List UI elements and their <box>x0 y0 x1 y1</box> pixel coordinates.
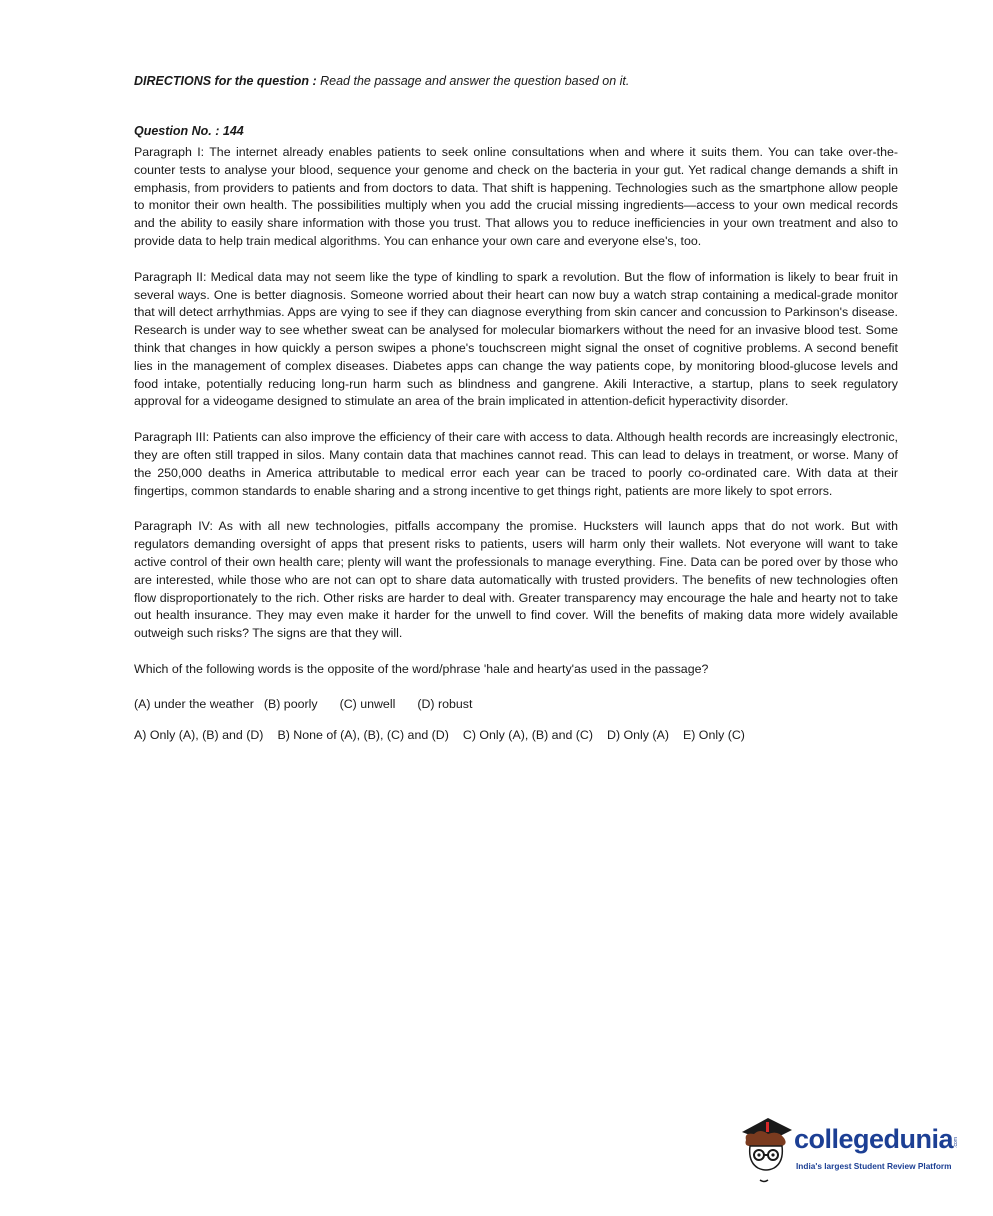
brand-name: collegedunia <box>794 1124 954 1154</box>
mascot-icon <box>738 1110 796 1185</box>
choice-c: (C) unwell <box>339 696 396 711</box>
choice-b: (B) poorly <box>263 696 318 711</box>
question-number: Question No. : 144 <box>134 124 244 138</box>
paragraph-2: Paragraph II: Medical data may not seem like the type of kindling to spark a revolution. But the flow of information is likely to bear fruit in several ways. One is better diagnosis. Someone worried about their heart can now buy a watch strap containing a medical-grade monitor that will detect arrhythmias. Apps are vying to see if they can diagnose everything from skin cancer and concussion to Parkinson's disease. Research is under way to see whether sweat can be analysed for molecular biomarkers without the need for an invasive blood test. Some think that changes in how quickly a person swipes a phone's touchscreen might signal the onset of cognitive problems. A second benefit lies in the management of complex diseases. Diabetes apps can change the way patients cope, by monitoring blood-glucose levels and food intake, potentially reducing long-run harm such as blindness and gangrene. Akili Interactive, a startup, plans to seek regulatory approval for a videogame designed to stimulate an area of the brain implicated in attention-deficit hyperactivity disorder. <box>134 269 898 409</box>
option-d[interactable]: D) Only (A) <box>607 727 669 742</box>
option-b[interactable]: B) None of (A), (B), (C) and (D) <box>277 727 449 742</box>
question-text: Which of the following words is the opposite of the word/phrase 'hale and hearty'as used in the passage? <box>134 661 709 676</box>
directions-text: Read the passage and answer the question based on it. <box>316 74 630 88</box>
option-a[interactable]: A) Only (A), (B) and (D) <box>134 727 264 742</box>
paragraph-3: Paragraph III: Patients can also improve the efficiency of their care with access to data. Although health records are increasingly electronic, they are often still trapped in silos. Many contain data that machines cannot read. This can lead to delays in treatment, or worse. Many of the 250,000 deaths in America attributable to medical error each year can be traced to poorly co-ordinated care. With data at their fingertips, common standards to enable sharing and a strong incentive to get things right, patients are more likely to spot errors. <box>134 430 898 498</box>
answer-options <box>134 727 898 745</box>
word-choices <box>134 696 898 714</box>
paragraph-1: Paragraph I: The internet already enables patients to seek online consultations when and where it suits them. You can take over-the-counter tests to analyse your blood, sequence your genome and check on the bacteria in your gut. Yet radical change demands a shift in emphasis, from providers to patients and from doctors to data. That shift is happening. Technologies such as the smartphone allow people to monitor their own health. The possibilities multiply when you add the crucial missing ingredients—access to your own medical records and the ability to easily share information with those you trust. That allows you to reduce inefficiencies in your own treatment and also to provide data to help train medical algorithms. You can enhance your own care and everyone else's, too. <box>134 145 898 248</box>
directions <box>134 72 898 90</box>
paragraph-4: Paragraph IV: As with all new technologies, pitfalls accompany the promise. Hucksters will launch apps that do not work. But with regulators demanding oversight of apps that present risks to patients, users will harm only their wallets. Not everyone will want to take active control of their own health care; plenty will want the professionals to manage everything. Fine. Data can be pored over by those who are interested, while those who are not can opt to share data automatically with trusted providers. The benefits of new technologies often flow disproportionately to the rich. Other risks are harder to deal with. Greater transparency may encourage the hale and hearty not to take out health insurance. They may even make it harder for the unwell to find cover. Will the benefits of making data more widely available outweigh such risks? The signs are that they will. <box>134 519 898 641</box>
brand-suffix: .com <box>953 1137 959 1148</box>
brand-tagline: India's largest Student Review Platform <box>796 1161 952 1171</box>
choice-a: (A) under the weather <box>134 696 254 711</box>
directions-label: DIRECTIONS for the question : <box>134 74 317 88</box>
document-page <box>134 72 898 757</box>
option-c[interactable]: C) Only (A), (B) and (C) <box>462 727 593 742</box>
option-e[interactable]: E) Only (C) <box>682 727 745 742</box>
choice-d: (D) robust <box>417 696 473 711</box>
collegedunia-logo <box>738 1110 963 1185</box>
